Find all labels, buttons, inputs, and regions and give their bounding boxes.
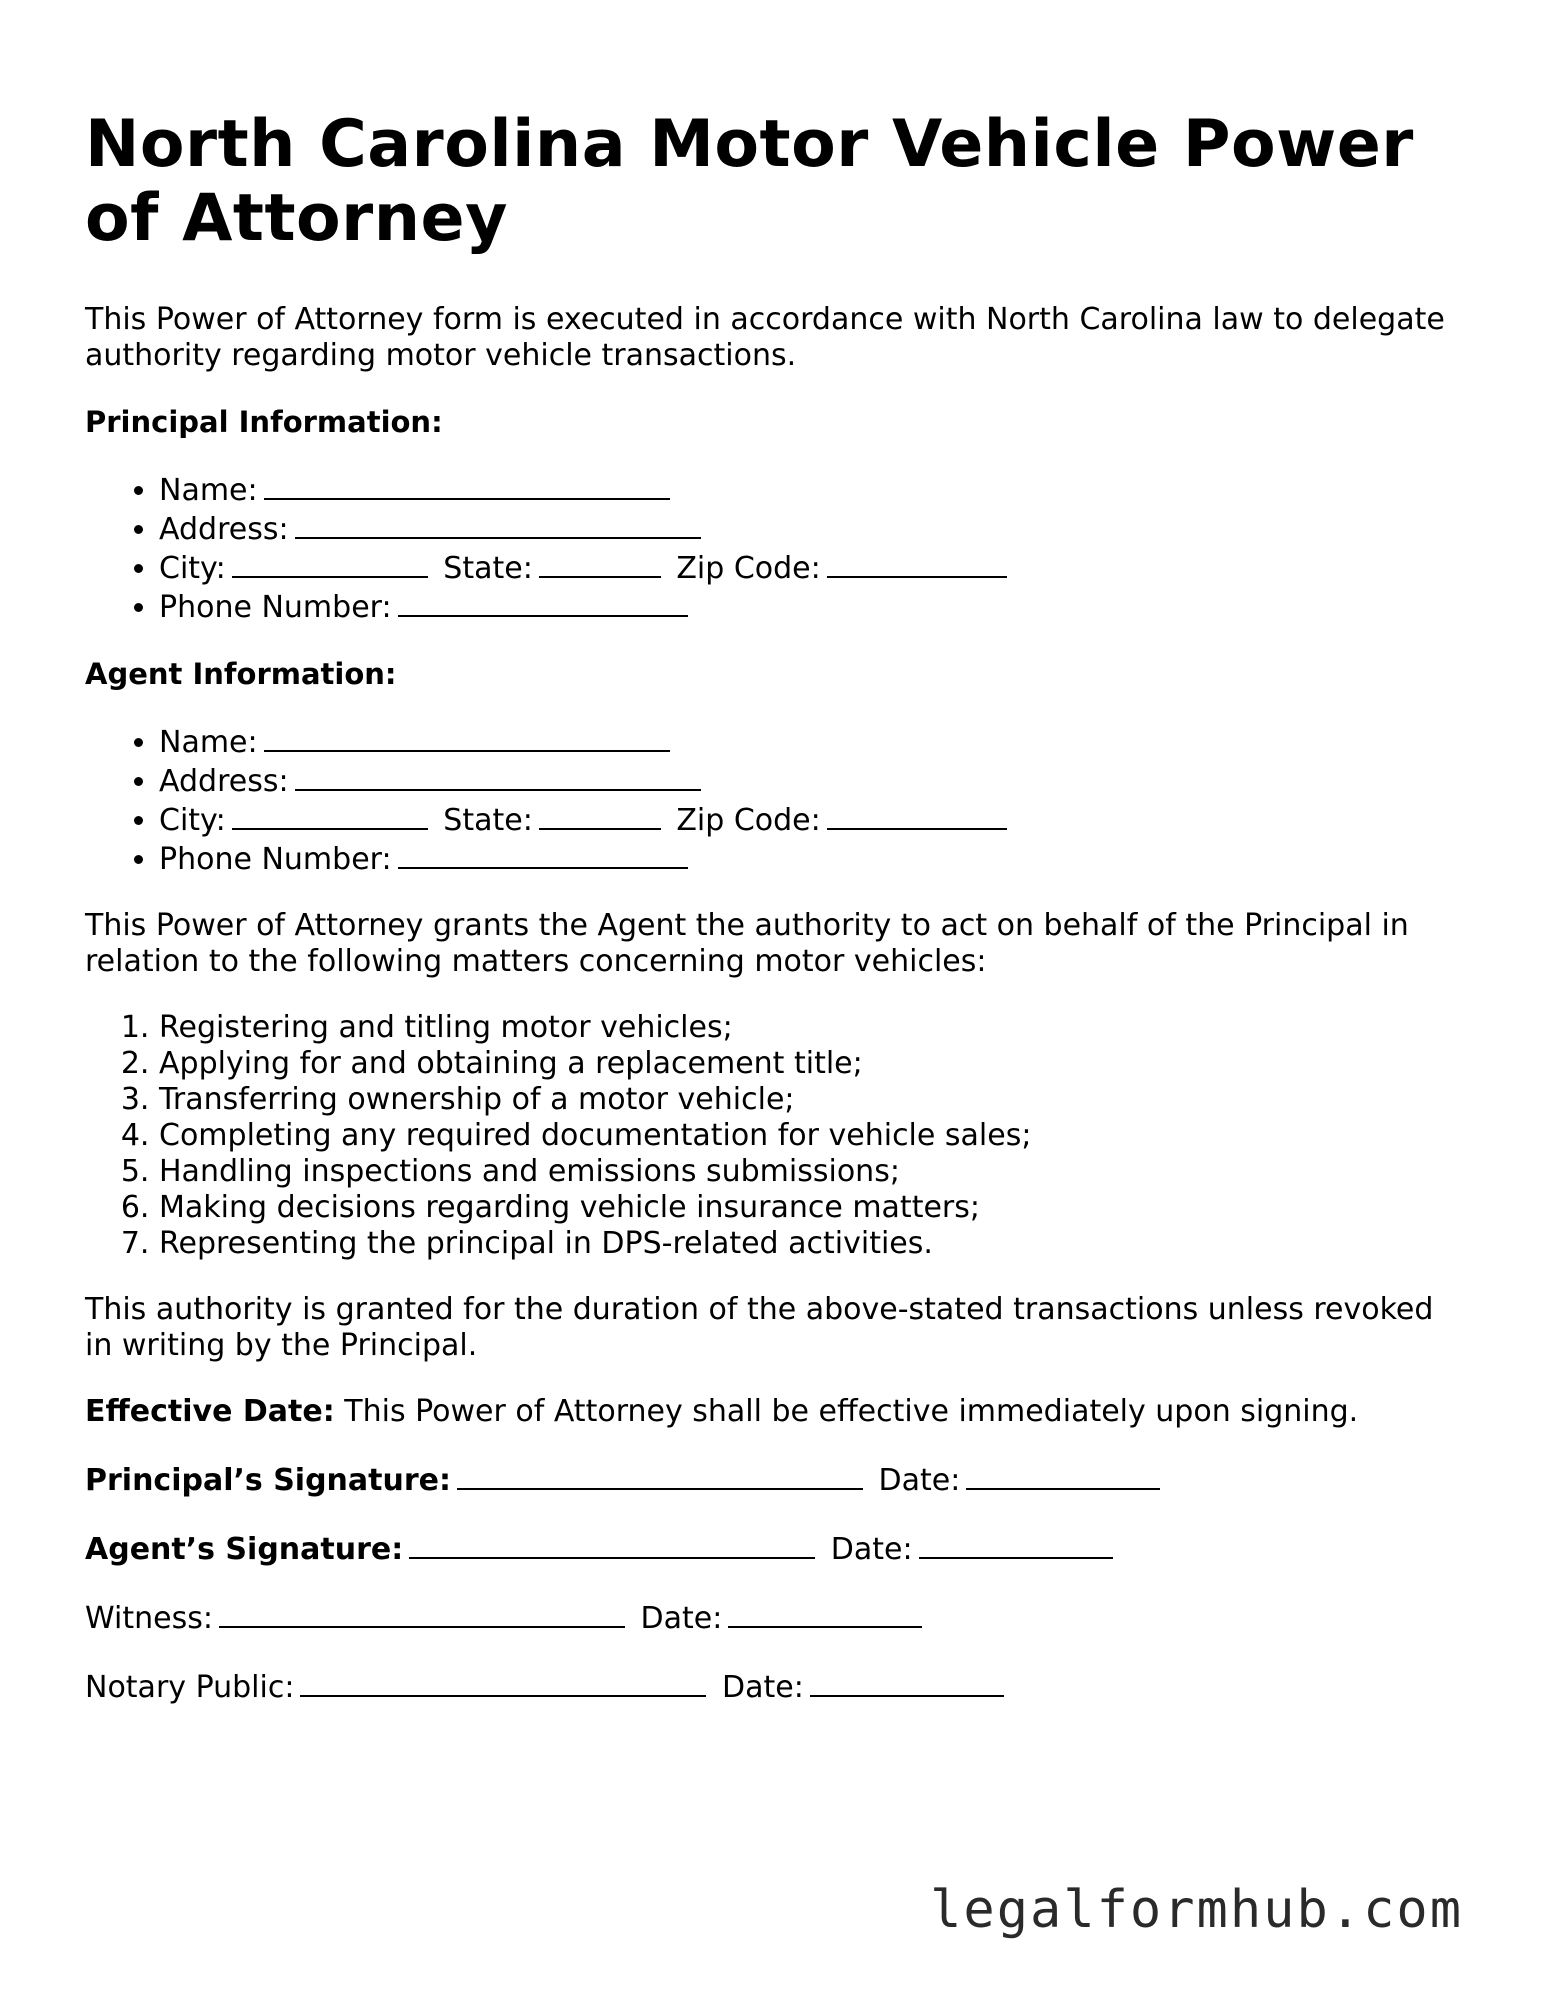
agent-signature-line [85, 1529, 1465, 1568]
principal-state-field[interactable] [539, 548, 661, 578]
agent-name-field[interactable] [264, 722, 670, 752]
power-item: 2. Applying for and obtaining a replacement title; [159, 1046, 1465, 1082]
power-item: 5. Handling inspections and emissions submissions; [159, 1154, 1465, 1190]
principal-name-label: Name: [159, 473, 258, 508]
witness-signature-field[interactable] [219, 1598, 625, 1628]
principal-date-field[interactable] [966, 1460, 1160, 1490]
agent-phone-label: Phone Number: [159, 842, 392, 877]
agent-state-label: State: [443, 803, 533, 838]
principal-state-label: State: [443, 551, 533, 586]
effective-date-text: This Power of Attorney shall be effective immediately upon signing. [344, 1394, 1359, 1429]
agent-city-label: City: [159, 803, 226, 838]
document-title: North Carolina Motor Vehicle Power of Attorney [85, 107, 1414, 256]
principal-city-label: City: [159, 551, 226, 586]
agent-address-line [159, 761, 1465, 800]
agent-date-field[interactable] [919, 1529, 1113, 1559]
agent-state-field[interactable] [539, 800, 661, 830]
principal-zip-label: Zip Code: [676, 551, 821, 586]
agent-zip-label: Zip Code: [676, 803, 821, 838]
principal-name-line [159, 470, 1465, 509]
agent-zip-field[interactable] [827, 800, 1007, 830]
agent-city-field[interactable] [232, 800, 428, 830]
principal-phone-line [159, 587, 1465, 626]
agent-name-line [159, 722, 1465, 761]
principal-info-list [85, 470, 1465, 626]
agent-address-label: Address: [159, 764, 289, 799]
notary-date-field[interactable] [810, 1667, 1004, 1697]
agent-phone-field[interactable] [398, 839, 688, 869]
agent-signature-label: Agent’s Signature: [85, 1532, 404, 1567]
grant-paragraph: This Power of Attorney grants the Agent the authority to act on behalf of the Principal in relation to the following matters concerning motor vehicles: [85, 908, 1409, 979]
principal-date-label: Date: [878, 1463, 961, 1498]
witness-date-label: Date: [640, 1601, 723, 1636]
power-item: 7. Representing the principal in DPS-related activities. [159, 1226, 1465, 1262]
agent-address-field[interactable] [295, 761, 701, 791]
witness-line [85, 1598, 1465, 1637]
powers-list [85, 1010, 1465, 1262]
principal-city-line [159, 548, 1465, 587]
notary-line [85, 1667, 1465, 1706]
effective-date-label: Effective Date: [85, 1394, 335, 1429]
power-item: 3. Transferring ownership of a motor vehicle; [159, 1082, 1465, 1118]
principal-address-field[interactable] [295, 509, 701, 539]
intro-paragraph: This Power of Attorney form is executed in accordance with North Carolina law to delegate authority regarding motor vehicle transactions. [85, 302, 1445, 373]
agent-phone-line [159, 839, 1465, 878]
witness-label: Witness: [85, 1601, 213, 1636]
principal-signature-label: Principal’s Signature: [85, 1463, 451, 1498]
principal-name-field[interactable] [264, 470, 670, 500]
notary-date-label: Date: [722, 1670, 804, 1705]
notary-signature-field[interactable] [300, 1667, 706, 1697]
notary-label: Notary Public: [85, 1670, 295, 1705]
principal-address-label: Address: [159, 512, 289, 547]
power-item: 6. Making decisions regarding vehicle insurance matters; [159, 1190, 1465, 1226]
principal-zip-field[interactable] [827, 548, 1007, 578]
principal-phone-label: Phone Number: [159, 590, 392, 625]
witness-date-field[interactable] [728, 1598, 922, 1628]
principal-signature-line [85, 1460, 1465, 1499]
agent-date-label: Date: [830, 1532, 913, 1567]
power-item: 4. Completing any required documentation for vehicle sales; [159, 1118, 1465, 1154]
duration-paragraph: This authority is granted for the duration of the above-stated transactions unless revoked in writing by the Principal. [85, 1292, 1434, 1363]
principal-heading: Principal Information: [85, 405, 443, 439]
principal-signature-field[interactable] [457, 1460, 863, 1490]
agent-info-list [85, 722, 1465, 878]
principal-address-line [159, 509, 1465, 548]
effective-date-paragraph [85, 1394, 1465, 1430]
principal-phone-field[interactable] [398, 587, 688, 617]
agent-city-line [159, 800, 1465, 839]
document-page [85, 100, 1465, 1706]
principal-city-field[interactable] [232, 548, 428, 578]
agent-heading: Agent Information: [85, 657, 397, 691]
agent-name-label: Name: [159, 725, 258, 760]
site-watermark: legalformhub.com [930, 1880, 1463, 1940]
agent-signature-field[interactable] [409, 1529, 815, 1559]
power-item: 1. Registering and titling motor vehicles; [159, 1010, 1465, 1046]
